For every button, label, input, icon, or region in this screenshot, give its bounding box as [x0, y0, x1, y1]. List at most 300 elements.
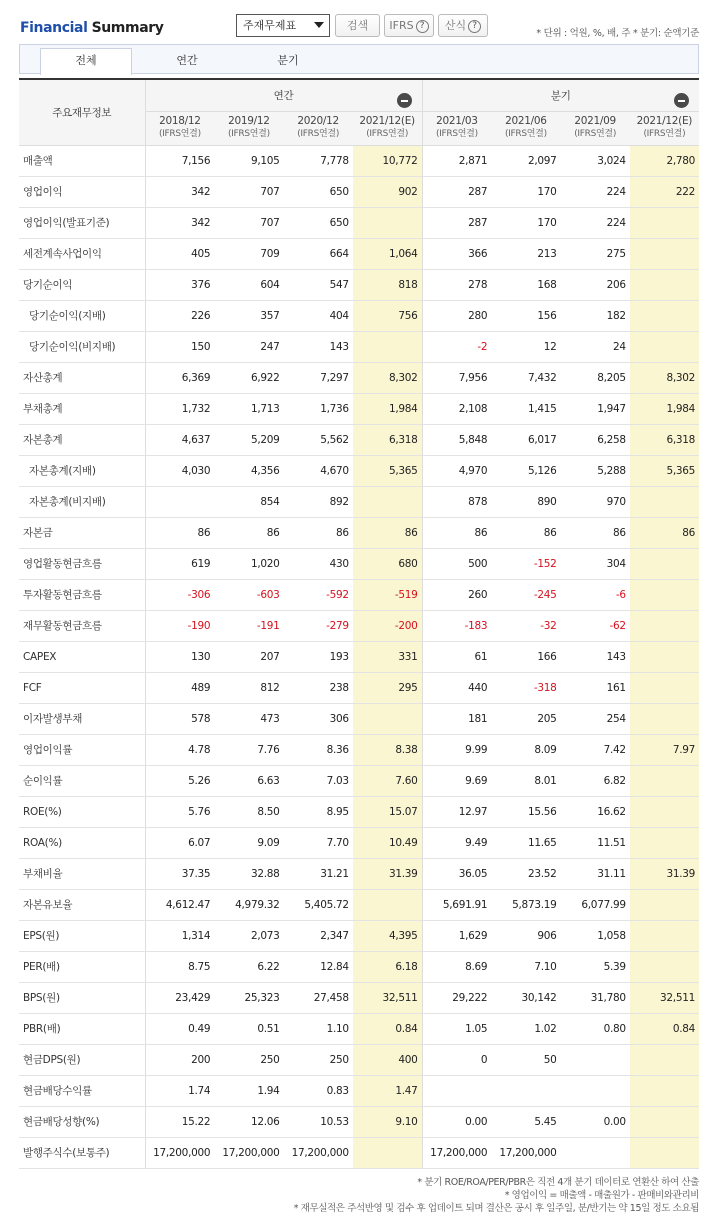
- table-cell: 207: [214, 641, 283, 672]
- table-cell: 287: [422, 176, 491, 207]
- table-cell: 650: [284, 207, 353, 238]
- row-label: 투자활동현금흐름: [19, 579, 145, 610]
- table-cell: [630, 796, 699, 827]
- row-label: 영업이익: [19, 176, 145, 207]
- table-cell: 7,432: [491, 362, 560, 393]
- table-cell: 8.95: [284, 796, 353, 827]
- table-cell: [630, 1075, 699, 1106]
- table-cell: 5,691.91: [422, 889, 491, 920]
- table-cell: 2,097: [491, 145, 560, 176]
- table-cell: 892: [284, 486, 353, 517]
- table-cell: 1,314: [145, 920, 214, 951]
- table-cell: 254: [561, 703, 630, 734]
- table-cell: 280: [422, 300, 491, 331]
- period-tabs: [19, 44, 699, 74]
- footnote: * 영업이익 = 매출액 - 매출원가 - 판매비와관리비: [504, 1190, 699, 1201]
- table-cell: 31,780: [561, 982, 630, 1013]
- table-cell: 278: [422, 269, 491, 300]
- question-icon: ?: [416, 20, 429, 33]
- table-cell: 193: [284, 641, 353, 672]
- table-cell: 4,395: [353, 920, 422, 951]
- table-cell: 5.39: [561, 951, 630, 982]
- table-cell: 6,077.99: [561, 889, 630, 920]
- table-cell: -603: [214, 579, 283, 610]
- collapse-icon[interactable]: [397, 93, 412, 108]
- table-cell: -318: [491, 672, 560, 703]
- table-cell: 7.10: [491, 951, 560, 982]
- row-label: 영업활동현금흐름: [19, 548, 145, 579]
- row-label: 발행주식수(보통주): [19, 1137, 145, 1168]
- table-cell: 1,058: [561, 920, 630, 951]
- question-icon: ?: [468, 20, 481, 33]
- row-label: 현금배당수익률: [19, 1075, 145, 1106]
- table-row: [19, 1013, 699, 1044]
- table-cell: 161: [561, 672, 630, 703]
- table-cell: 224: [561, 207, 630, 238]
- table-cell: 31.11: [561, 858, 630, 889]
- column-period: 2021/12(E): [636, 115, 693, 127]
- table-row: [19, 424, 699, 455]
- table-cell: 376: [145, 269, 214, 300]
- table-cell: 143: [284, 331, 353, 362]
- row-label: ROA(%): [19, 827, 145, 858]
- table-cell: 9.49: [422, 827, 491, 858]
- table-cell: 5,288: [561, 455, 630, 486]
- table-cell: 4.78: [145, 734, 214, 765]
- table-cell: 8,205: [561, 362, 630, 393]
- row-label: 세전계속사업이익: [19, 238, 145, 269]
- table-cell: 1.47: [353, 1075, 422, 1106]
- table-row: [19, 269, 699, 300]
- row-label: 자산총계: [19, 362, 145, 393]
- table-row: [19, 765, 699, 796]
- table-cell: 890: [491, 486, 560, 517]
- table-cell: 7,956: [422, 362, 491, 393]
- table-cell: 3,024: [561, 145, 630, 176]
- table-cell: 50: [491, 1044, 560, 1075]
- table-row: [19, 331, 699, 362]
- table-cell: [630, 703, 699, 734]
- table-cell: 650: [284, 176, 353, 207]
- row-label: 재무활동현금흐름: [19, 610, 145, 641]
- column-period: 2020/12: [297, 115, 339, 127]
- table-cell: 156: [491, 300, 560, 331]
- row-label: 이자발생부채: [19, 703, 145, 734]
- row-label: 당기순이익(비지배): [19, 331, 145, 362]
- table-cell: 8.09: [491, 734, 560, 765]
- row-label: 현금배당성향(%): [19, 1106, 145, 1137]
- table-cell: 489: [145, 672, 214, 703]
- table-cell: [630, 548, 699, 579]
- row-label: PER(배): [19, 951, 145, 982]
- table-cell: 1,736: [284, 393, 353, 424]
- table-cell: 275: [561, 238, 630, 269]
- table-cell: 9,105: [214, 145, 283, 176]
- table-cell: [353, 1137, 422, 1168]
- table-cell: [630, 207, 699, 238]
- table-cell: 709: [214, 238, 283, 269]
- table-cell: 224: [561, 176, 630, 207]
- top-bar: [0, 0, 711, 44]
- table-cell: 404: [284, 300, 353, 331]
- table-cell: 5,209: [214, 424, 283, 455]
- footnote: * 분기 ROE/ROA/PER/PBR은 직전 4개 분기 데이터로 연환산 하여 산출: [417, 1177, 699, 1188]
- table-cell: 36.05: [422, 858, 491, 889]
- table-cell: 17,200,000: [422, 1137, 491, 1168]
- column-header: [422, 111, 491, 145]
- table-cell: 61: [422, 641, 491, 672]
- table-row: [19, 734, 699, 765]
- table-cell: 32,511: [630, 982, 699, 1013]
- table-row: [19, 641, 699, 672]
- unit-note: * 단위 : 억원, %, 배, 주 * 분기: 순액기준: [536, 28, 699, 39]
- table-cell: 5.45: [491, 1106, 560, 1137]
- table-cell: [561, 1044, 630, 1075]
- table-cell: -200: [353, 610, 422, 641]
- table-body: [19, 145, 699, 1168]
- row-label: 자본총계: [19, 424, 145, 455]
- table-cell: 260: [422, 579, 491, 610]
- table-cell: 1,732: [145, 393, 214, 424]
- table-row: [19, 455, 699, 486]
- row-label: 당기순이익: [19, 269, 145, 300]
- row-label: 자본총계(비지배): [19, 486, 145, 517]
- table-cell: 5,848: [422, 424, 491, 455]
- statement-type-select[interactable]: [236, 14, 330, 37]
- table-row: [19, 672, 699, 703]
- table-cell: 7.76: [214, 734, 283, 765]
- row-label: 순이익률: [19, 765, 145, 796]
- column-header: [284, 111, 353, 145]
- column-header: [353, 111, 422, 145]
- table-cell: 405: [145, 238, 214, 269]
- table-cell: 205: [491, 703, 560, 734]
- table-row: [19, 238, 699, 269]
- table-cell: 1,629: [422, 920, 491, 951]
- ifrs-label: IFRS: [389, 19, 414, 32]
- table-cell: 331: [353, 641, 422, 672]
- table-cell: 0.49: [145, 1013, 214, 1044]
- table-cell: -245: [491, 579, 560, 610]
- row-label: 자본유보율: [19, 889, 145, 920]
- table-cell: 473: [214, 703, 283, 734]
- column-basis: (IFRS연결): [366, 129, 409, 139]
- table-row: [19, 517, 699, 548]
- table-cell: 23.52: [491, 858, 560, 889]
- table-cell: [353, 889, 422, 920]
- table-row: [19, 1044, 699, 1075]
- row-label: 매출액: [19, 145, 145, 176]
- annual-group-header: [145, 79, 422, 111]
- table-cell: 1.94: [214, 1075, 283, 1106]
- table-cell: 11.51: [561, 827, 630, 858]
- table-cell: 6,922: [214, 362, 283, 393]
- table-cell: 2,347: [284, 920, 353, 951]
- table-cell: 31.21: [284, 858, 353, 889]
- table-cell: 2,108: [422, 393, 491, 424]
- table-cell: 2,073: [214, 920, 283, 951]
- table-cell: 8.01: [491, 765, 560, 796]
- row-label: 영업이익(발표기준): [19, 207, 145, 238]
- table-cell: 7.60: [353, 765, 422, 796]
- table-cell: 8,302: [630, 362, 699, 393]
- table-cell: [630, 331, 699, 362]
- table-cell: 4,030: [145, 455, 214, 486]
- table-cell: 604: [214, 269, 283, 300]
- annual-group-label: 연간: [273, 89, 294, 102]
- formula-help-button[interactable]: [438, 14, 488, 37]
- table-cell: 7.97: [630, 734, 699, 765]
- table-cell: 8,302: [353, 362, 422, 393]
- row-header: 주요재무정보: [19, 79, 145, 145]
- column-period: 2019/12: [228, 115, 270, 127]
- title-part1: Financial: [20, 20, 88, 36]
- table-cell: 5,365: [353, 455, 422, 486]
- table-cell: 8.69: [422, 951, 491, 982]
- quarter-group-header: [422, 79, 699, 111]
- table-cell: 4,979.32: [214, 889, 283, 920]
- row-label: BPS(원): [19, 982, 145, 1013]
- table-cell: 854: [214, 486, 283, 517]
- table-cell: 5.76: [145, 796, 214, 827]
- table-cell: 970: [561, 486, 630, 517]
- table-cell: [561, 1075, 630, 1106]
- table-cell: 5,405.72: [284, 889, 353, 920]
- column-header: [630, 111, 699, 145]
- table-cell: 5,365: [630, 455, 699, 486]
- table-cell: 86: [284, 517, 353, 548]
- table-cell: 9.10: [353, 1106, 422, 1137]
- table-cell: 16.62: [561, 796, 630, 827]
- table-cell: 10.53: [284, 1106, 353, 1137]
- calc-label: 산식: [444, 19, 467, 32]
- table-cell: 7.70: [284, 827, 353, 858]
- table-cell: 30,142: [491, 982, 560, 1013]
- table-cell: 86: [561, 517, 630, 548]
- table-cell: 5,562: [284, 424, 353, 455]
- row-label: ROE(%): [19, 796, 145, 827]
- table-cell: 0.83: [284, 1075, 353, 1106]
- ifrs-help-button[interactable]: [384, 14, 434, 37]
- table-cell: 250: [214, 1044, 283, 1075]
- table-cell: 902: [353, 176, 422, 207]
- table-cell: 6,258: [561, 424, 630, 455]
- table-cell: 357: [214, 300, 283, 331]
- table-cell: 32.88: [214, 858, 283, 889]
- table-cell: 1,984: [353, 393, 422, 424]
- table-cell: -152: [491, 548, 560, 579]
- financial-summary-table: [19, 78, 699, 1169]
- table-cell: 11.65: [491, 827, 560, 858]
- table-row: [19, 1137, 699, 1168]
- tab-annual[interactable]: 연간: [176, 54, 198, 67]
- table-cell: 0: [422, 1044, 491, 1075]
- table-cell: [630, 889, 699, 920]
- statement-type-value: 주재무제표: [243, 19, 297, 32]
- row-label: 부채총계: [19, 393, 145, 424]
- table-cell: 8.50: [214, 796, 283, 827]
- table-cell: 2,780: [630, 145, 699, 176]
- table-cell: 25,323: [214, 982, 283, 1013]
- table-cell: 707: [214, 176, 283, 207]
- table-row: [19, 362, 699, 393]
- table-row: [19, 579, 699, 610]
- table-cell: 6,318: [630, 424, 699, 455]
- table-cell: 143: [561, 641, 630, 672]
- table-cell: 8.36: [284, 734, 353, 765]
- column-period: 2021/03: [436, 115, 478, 127]
- table-cell: 24: [561, 331, 630, 362]
- table-cell: 86: [214, 517, 283, 548]
- table-cell: 10.49: [353, 827, 422, 858]
- table-cell: 287: [422, 207, 491, 238]
- table-cell: 306: [284, 703, 353, 734]
- table-cell: 15.56: [491, 796, 560, 827]
- table-cell: 86: [491, 517, 560, 548]
- table-cell: 366: [422, 238, 491, 269]
- table-cell: 8.38: [353, 734, 422, 765]
- table-cell: -62: [561, 610, 630, 641]
- table-row: [19, 920, 699, 951]
- table-cell: 7.03: [284, 765, 353, 796]
- table-cell: [561, 1137, 630, 1168]
- table-cell: 578: [145, 703, 214, 734]
- table-cell: 86: [630, 517, 699, 548]
- table-cell: 6.18: [353, 951, 422, 982]
- table-cell: 342: [145, 207, 214, 238]
- table-cell: [630, 486, 699, 517]
- table-cell: 500: [422, 548, 491, 579]
- collapse-icon[interactable]: [674, 93, 689, 108]
- table-cell: 166: [491, 641, 560, 672]
- table-cell: 32,511: [353, 982, 422, 1013]
- row-label: FCF: [19, 672, 145, 703]
- table-cell: 17,200,000: [491, 1137, 560, 1168]
- table-cell: 0.00: [422, 1106, 491, 1137]
- table-cell: 1,984: [630, 393, 699, 424]
- row-label: 당기순이익(지배): [19, 300, 145, 331]
- table-cell: 547: [284, 269, 353, 300]
- table-cell: 440: [422, 672, 491, 703]
- table-row: [19, 145, 699, 176]
- row-label: 현금DPS(원): [19, 1044, 145, 1075]
- table-row: [19, 486, 699, 517]
- table-cell: 2,871: [422, 145, 491, 176]
- table-cell: 206: [561, 269, 630, 300]
- column-basis: (IFRS연결): [435, 129, 478, 139]
- table-cell: 23,429: [145, 982, 214, 1013]
- table-cell: [630, 269, 699, 300]
- table-cell: 168: [491, 269, 560, 300]
- table-cell: [491, 1075, 560, 1106]
- table-cell: 182: [561, 300, 630, 331]
- table-cell: [145, 486, 214, 517]
- table-row: [19, 300, 699, 331]
- table-cell: 238: [284, 672, 353, 703]
- search-button[interactable]: 검색: [335, 14, 380, 37]
- table-cell: -279: [284, 610, 353, 641]
- table-cell: 6.82: [561, 765, 630, 796]
- table-cell: 12.06: [214, 1106, 283, 1137]
- table-cell: 5,873.19: [491, 889, 560, 920]
- table-cell: 400: [353, 1044, 422, 1075]
- quarter-group-label: 분기: [550, 89, 571, 102]
- table-cell: 9.09: [214, 827, 283, 858]
- table-cell: 130: [145, 641, 214, 672]
- tab-all[interactable]: 전체: [40, 48, 132, 75]
- table-row: [19, 858, 699, 889]
- table-cell: 9.99: [422, 734, 491, 765]
- table-cell: 8.75: [145, 951, 214, 982]
- table-cell: -2: [422, 331, 491, 362]
- table-cell: [353, 486, 422, 517]
- table-cell: [353, 703, 422, 734]
- table-cell: [630, 920, 699, 951]
- table-cell: [630, 827, 699, 858]
- table-cell: [630, 579, 699, 610]
- row-label: 자본금: [19, 517, 145, 548]
- table-cell: [630, 672, 699, 703]
- column-period: 2021/12(E): [359, 115, 415, 127]
- table-row: [19, 889, 699, 920]
- table-cell: 170: [491, 176, 560, 207]
- table-cell: 1,064: [353, 238, 422, 269]
- table-cell: 150: [145, 331, 214, 362]
- table-cell: 247: [214, 331, 283, 362]
- column-period: 2021/06: [505, 115, 547, 127]
- table-cell: 10,772: [353, 145, 422, 176]
- row-label: 자본총계(지배): [19, 455, 145, 486]
- table-cell: -32: [491, 610, 560, 641]
- table-cell: [630, 641, 699, 672]
- footnote: * 재무실적은 주석반영 및 검수 후 업데이트 되며 결산은 공시 후 일주일, 분/반기는 약 15일 정도 소요됨: [293, 1203, 699, 1214]
- table-cell: 37.35: [145, 858, 214, 889]
- table-cell: [630, 765, 699, 796]
- table-cell: 222: [630, 176, 699, 207]
- table-cell: 5.26: [145, 765, 214, 796]
- table-cell: -191: [214, 610, 283, 641]
- row-label: EPS(원): [19, 920, 145, 951]
- table-cell: 27,458: [284, 982, 353, 1013]
- table-cell: 342: [145, 176, 214, 207]
- table-row: [19, 207, 699, 238]
- table-row: [19, 176, 699, 207]
- title-part2: Summary: [91, 20, 164, 36]
- table-cell: 29,222: [422, 982, 491, 1013]
- table-cell: [422, 1075, 491, 1106]
- table-row: [19, 610, 699, 641]
- table-cell: 619: [145, 548, 214, 579]
- table-cell: 31.39: [353, 858, 422, 889]
- column-basis: (IFRS연결): [297, 129, 340, 139]
- table-cell: 6.63: [214, 765, 283, 796]
- table-cell: 707: [214, 207, 283, 238]
- table-cell: 756: [353, 300, 422, 331]
- table-cell: 226: [145, 300, 214, 331]
- table-cell: 86: [145, 517, 214, 548]
- column-header: [214, 111, 283, 145]
- table-cell: 0.00: [561, 1106, 630, 1137]
- tab-quarterly[interactable]: 분기: [277, 54, 299, 67]
- table-cell: [630, 238, 699, 269]
- table-cell: 878: [422, 486, 491, 517]
- table-cell: 12: [491, 331, 560, 362]
- table-cell: [630, 610, 699, 641]
- table-cell: 4,637: [145, 424, 214, 455]
- column-period: 2018/12: [159, 115, 201, 127]
- column-basis: (IFRS연결): [574, 129, 617, 139]
- table-cell: 4,970: [422, 455, 491, 486]
